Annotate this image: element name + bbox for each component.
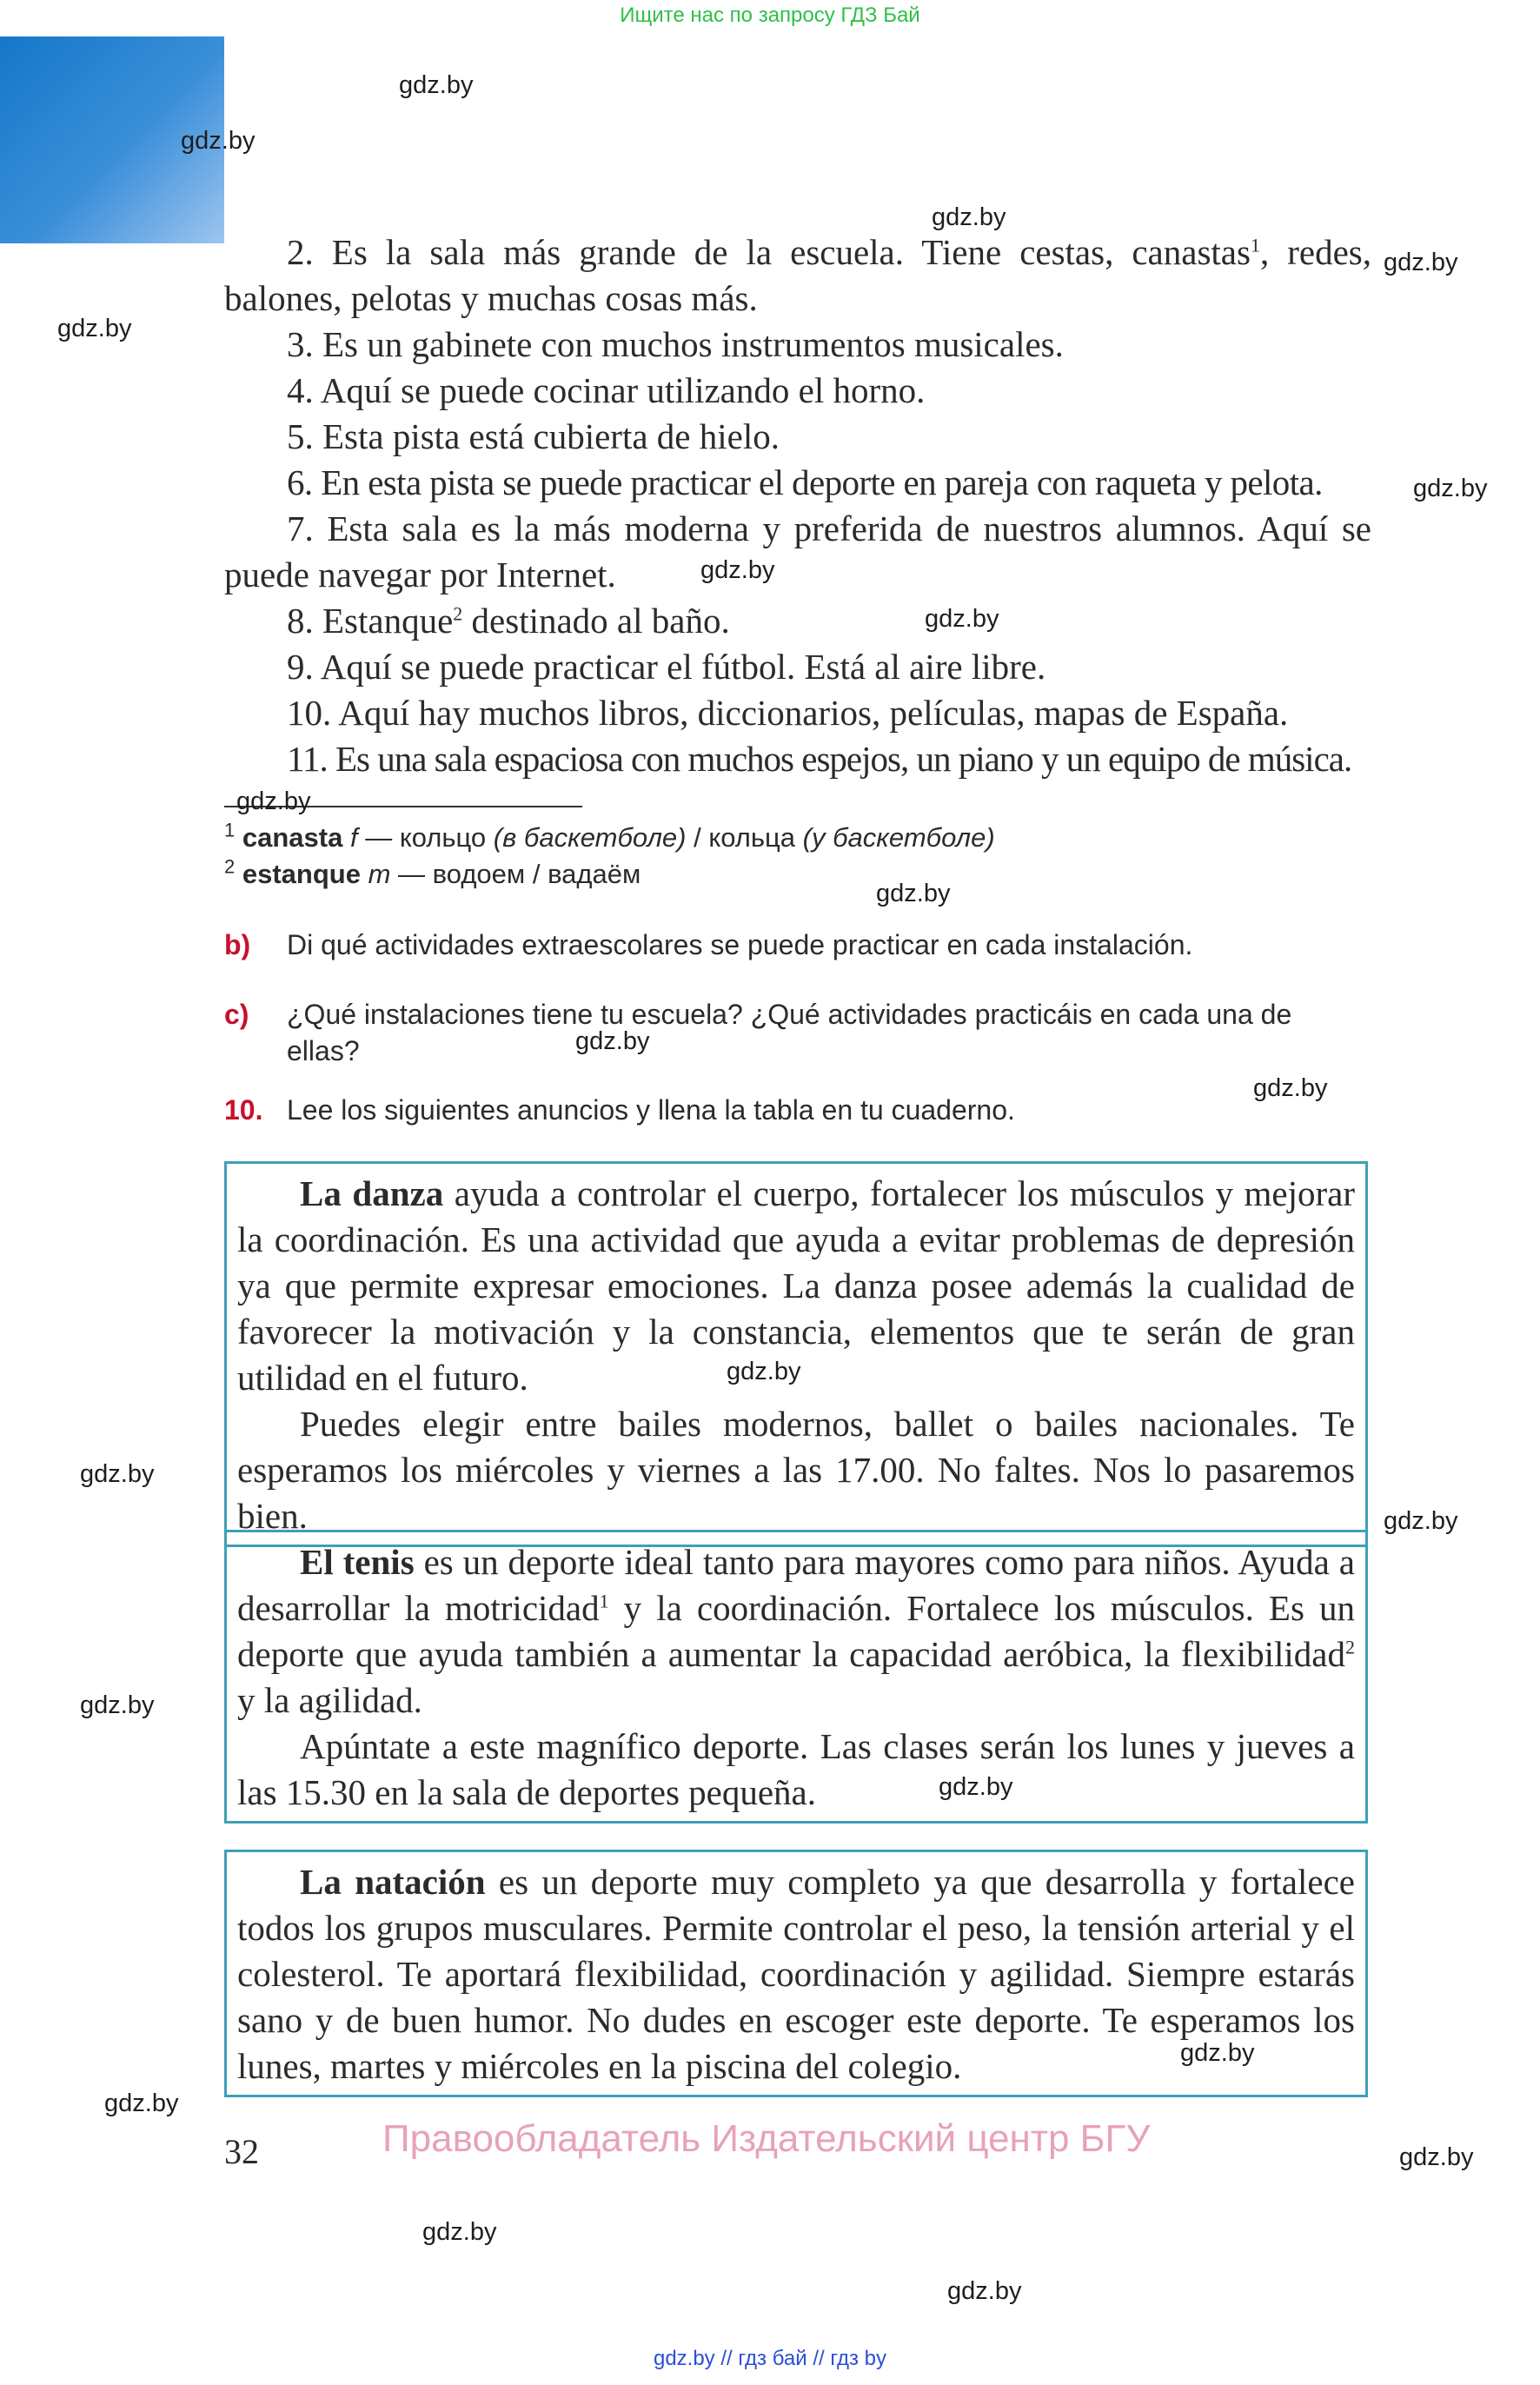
ad-danza-paragraph-1: La danza ayuda a controlar el cuerpo, fortalecer los músculos y mejorar la coordinación. Es una actividad que ayuda a evitar problemas de depresión ya que permite expresar emociones. La danza posee además la cualidad de favorecer la motivación y la constancia, elementos que te serán de gran utilidad en el futuro. (237, 1173, 1355, 1398)
task-10-label: 10. (224, 1094, 263, 1126)
watermark: gdz.by (1384, 249, 1458, 276)
watermark: gdz.by (700, 556, 775, 584)
ad-natacion-title: La natación (300, 1862, 486, 1902)
watermark: gdz.by (57, 315, 132, 342)
ad-box-danza (224, 1161, 1368, 1547)
watermark: gdz.by (925, 605, 999, 633)
watermark: gdz.by (236, 787, 311, 815)
ad-tenis-paragraph-1: El tenis es un deporte ideal tanto para mayores como para niños. Ayuda a desarrollar la motricidad$^1$ y la coordinación. Fortalece los músculos. Es un deporte que ayuda también a aumentar la capacidad aeróbica, la flexibilidad$^2$ y la agilidad. (237, 1542, 1355, 1720)
list-item-11: 11. Es una sala espaciosa con muchos espejos, un piano y un equipo de música. (287, 739, 1352, 779)
task-c (224, 996, 1371, 1069)
task-10 (224, 1092, 1371, 1128)
watermark: gdz.by (1413, 475, 1488, 502)
watermark: gdz.by (932, 203, 1006, 231)
task-10-text: Lee los siguientes anuncios y llena la tabla en tu cuaderno. (287, 1094, 1015, 1126)
watermark: gdz.by (1399, 2143, 1474, 2171)
task-c-text: ¿Qué instalaciones tiene tu escuela? ¿Qué actividades practicáis en cada una de ellas? (287, 999, 1292, 1066)
page-number: 32 (224, 2132, 259, 2171)
ad-natacion-paragraph-1: La natación es un deporte muy completo ya que desarrolla y fortalece todos los grupos musculares. Permite controlar el peso, la tensión arterial y el colesterol. Te aportará flexibilidad, coordinación y agilidad. Siempre estarás sano y de buen humor. No dudes en escoger este deporte. Te esperamos los lunes, martes y miércoles en la piscina del colegio. (237, 1862, 1355, 2086)
watermark: gdz.by (939, 1773, 1013, 1801)
exercise-list (224, 229, 1371, 782)
watermark: gdz.by (727, 1358, 801, 1385)
watermark: gdz.by (1384, 1507, 1458, 1535)
list-item-10: 10. Aquí hay muchos libros, diccionarios, películas, mapas de España. (287, 693, 1289, 733)
list-item-5: 5. Esta pista está cubierta de hielo. (287, 416, 780, 456)
ad-danza-title: La danza (300, 1173, 444, 1213)
list-item-6: 6. En esta pista se puede practicar el deporte en pareja con raqueta y pelota. (287, 462, 1323, 502)
watermark: gdz.by (399, 71, 474, 99)
list-item-4: 4. Aquí se puede cocinar utilizando el horno. (287, 370, 926, 410)
list-item-7: 7. Esta sala es la más moderna y preferida de nuestros alumnos. Aquí se puede navegar por Internet. (224, 508, 1371, 595)
watermark: gdz.by (104, 2089, 179, 2117)
ad-tenis-title: El tenis (300, 1542, 415, 1582)
watermark: gdz.by (80, 1691, 155, 1719)
list-item-8: 8. Estanque$^2$ destinado al baño. (287, 601, 730, 641)
footer-links[interactable]: gdz.by // гдз бай // гдз by (653, 2347, 887, 2370)
watermark: gdz.by (181, 127, 256, 155)
task-b-text: Di qué actividades extraescolares se puede practicar en cada instalación. (287, 929, 1193, 960)
footnote-2: $^2$ estanque m — водоем / вадаём (224, 855, 641, 889)
ad-box-tenis (224, 1530, 1368, 1824)
task-c-label: c) (224, 999, 249, 1030)
task-b-label: b) (224, 929, 251, 960)
list-item-9: 9. Aquí se puede practicar el fútbol. Está al aire libre. (287, 647, 1046, 687)
footnote-1: $^1$ canasta f — кольцо (в баскетболе) / кольца (у баскетболе) (224, 819, 995, 853)
task-b (224, 927, 1371, 963)
watermark: gdz.by (1253, 1074, 1328, 1102)
watermark: gdz.by (422, 2218, 497, 2246)
watermark: gdz.by (1180, 2039, 1255, 2067)
ad-tenis-paragraph-2: Apúntate a este magnífico deporte. Las clases serán los lunes y jueves a las 15.30 en la sala de deportes pequeña. (237, 1726, 1355, 1812)
watermark: gdz.by (876, 880, 951, 907)
watermark: gdz.by (947, 2277, 1022, 2305)
watermark: gdz.by (80, 1460, 155, 1488)
list-item-3: 3. Es un gabinete con muchos instrumentos musicales. (287, 324, 1064, 364)
header-search-hint[interactable]: Ищите нас по запросу ГДЗ Бай (620, 3, 920, 27)
list-item-2: 2. Es la sala más grande de la escuela. Tiene cestas, canastas$^1$, redes, balones, pelotas y muchas cosas más. (224, 232, 1371, 318)
watermark: gdz.by (575, 1027, 650, 1055)
ad-danza-paragraph-2: Puedes elegir entre bailes modernos, ballet o bailes nacionales. Te esperamos los miércoles y viernes a las 17.00. No faltes. Nos lo pasaremos bien. (237, 1404, 1355, 1536)
copyright-holder: Правообладатель Издательский центр БГУ (382, 2117, 1151, 2160)
